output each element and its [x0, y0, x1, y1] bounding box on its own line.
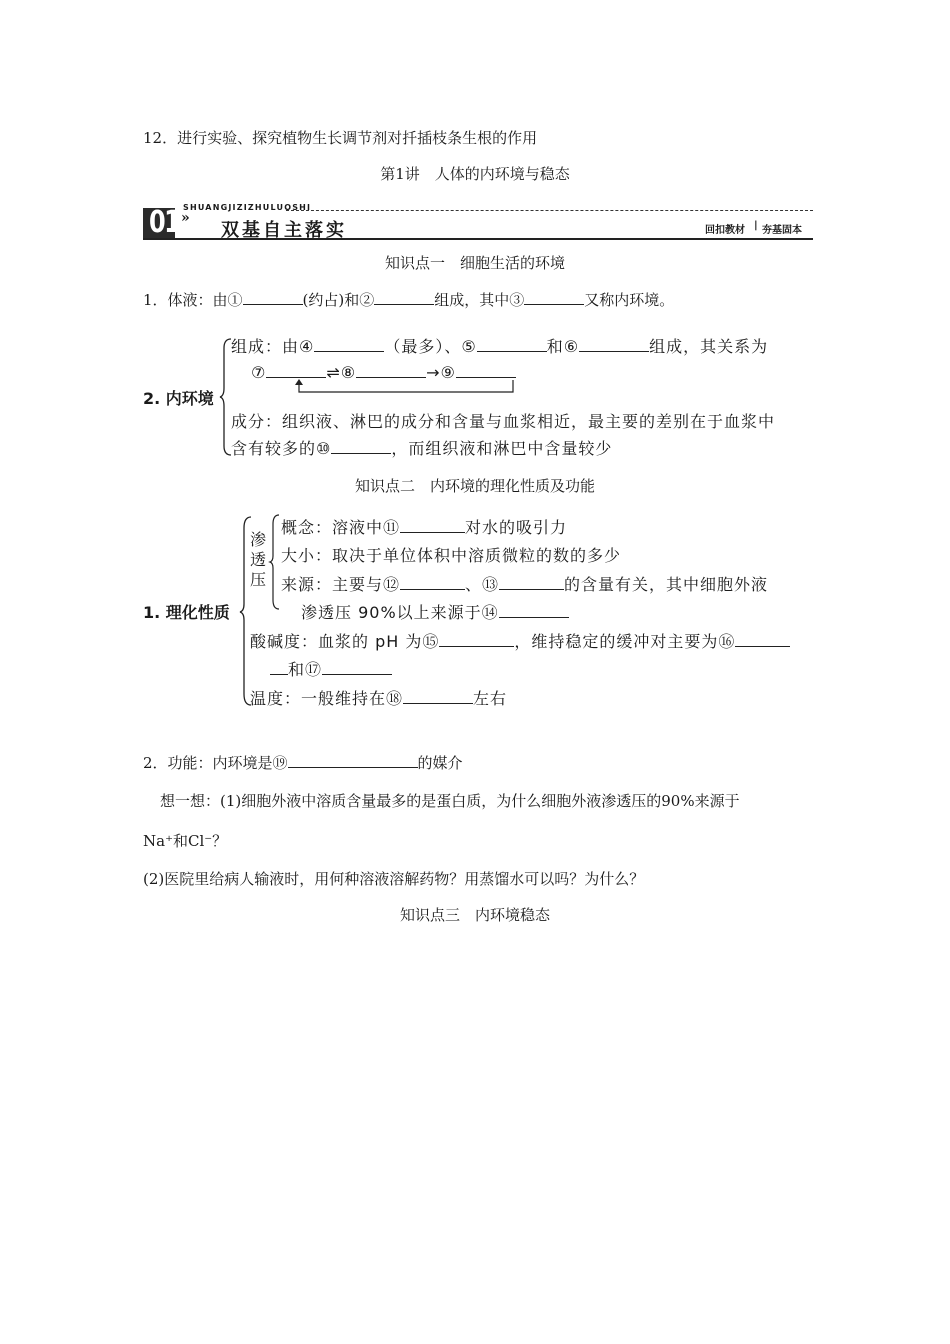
blank-7 [266, 363, 326, 378]
banner-right-a: 回扣教材 [705, 225, 745, 236]
diagram2-r3 [281, 572, 768, 595]
banner-arrow-icon: » [181, 210, 190, 226]
kp1-item1-a: 1．体液：由① [143, 291, 243, 309]
diagram1-label: 2. 内环境 [143, 389, 214, 408]
osmotic-char-3: 压 [250, 570, 268, 589]
blank-4 [314, 337, 384, 352]
banner-right-sep: | [754, 220, 758, 231]
osmotic-label [250, 530, 267, 590]
lecture-title: 第1讲 人体的内环境与稳态 [380, 165, 570, 183]
banner-spell: SHUANGJIZIZHULUOSHI [183, 203, 312, 212]
kp1-item1-c: 组成，其中③ [434, 291, 525, 309]
diagram2-r4 [301, 600, 569, 623]
diagram2-r5 [250, 629, 790, 652]
func-a: 2．功能：内环境是⑲ [143, 754, 288, 772]
r7-b: 左右 [473, 689, 508, 708]
think-line-1: 想一想：(1)细胞外液中溶质含量最多的是蛋白质，为什么细胞外液渗透压的90%来源于 [160, 792, 740, 810]
section-banner [143, 200, 813, 242]
banner-title: 双基自主落实 [221, 220, 347, 241]
osmotic-char-1: 渗 [250, 530, 268, 549]
row2-b: ⇌⑧ [326, 363, 357, 382]
banner-dash-line [286, 210, 813, 211]
r3-b: 、⑬ [465, 575, 500, 594]
blank-16b [270, 660, 288, 675]
diagram2-r1 [281, 515, 567, 538]
row2-c: →⑨ [426, 363, 456, 382]
blank-12 [400, 575, 465, 590]
blank-15 [439, 632, 514, 647]
blank-11 [400, 518, 465, 533]
blank-17 [322, 660, 392, 675]
blank-19 [288, 753, 418, 768]
kp2-heading: 知识点二 内环境的理化性质及功能 [354, 477, 595, 495]
r7-a: 温度：一般维持在⑱ [250, 689, 404, 708]
row2-a: ⑦ [251, 363, 267, 382]
function-line [143, 752, 463, 773]
row4-b: ，而组织液和淋巴中含量较少 [391, 439, 613, 458]
think-line-1b: Na⁺和Cl⁻？ [143, 832, 228, 850]
func-b: 的媒介 [417, 754, 463, 772]
r5-b: ，维持稳定的缓冲对主要为⑯ [514, 632, 736, 651]
kp1-heading: 知识点一 细胞生活的环境 [384, 254, 565, 272]
diagram2-label: 1. 理化性质 [143, 603, 230, 622]
row1-b: （最多）、⑤ [384, 337, 477, 356]
think-line-2: (2)医院里给病人输液时，用何种溶液溶解药物？用蒸馏水可以吗？为什么？ [143, 870, 645, 888]
banner-right-b: 夯基固本 [762, 225, 802, 236]
r1-b: 对水的吸引力 [465, 518, 568, 537]
blank-16 [735, 632, 790, 647]
r4-a: 渗透压 90%以上来源于⑭ [301, 603, 499, 622]
row1-d: 组成，其关系为 [649, 337, 769, 356]
blank-14 [499, 603, 569, 618]
blank-5 [477, 337, 547, 352]
r5-a: 酸碱度：血浆的 pH 为⑮ [250, 632, 440, 651]
kp3-heading: 知识点三 内环境稳态 [399, 906, 550, 924]
kp1-item1-d: 又称内环境。 [584, 291, 675, 309]
r6-a: 和⑰ [288, 660, 323, 679]
row1-c: 和⑥ [546, 337, 580, 356]
blank-1 [243, 290, 303, 305]
physicochemical-diagram [143, 512, 823, 712]
banner-number-box [143, 205, 180, 240]
diagram2-r6 [270, 657, 392, 680]
internal-environment-diagram [143, 330, 823, 460]
blank-10 [331, 439, 391, 454]
blank-13 [499, 575, 564, 590]
diagram2-r7 [250, 686, 507, 709]
r3-c: 的含量有关，其中细胞外液 [564, 575, 769, 594]
cycle-arrow-icon [293, 378, 533, 394]
row1-a: 组成：由④ [231, 337, 315, 356]
kp1-item1-b: (约占)和② [302, 291, 375, 309]
brace-icon [269, 514, 281, 610]
diagram1-row3: 成分：组织液、淋巴的成分和含量与血浆相近，最主要的差别在于血浆中 [231, 412, 776, 431]
banner-underline [143, 238, 813, 240]
diagram1-row4 [231, 436, 612, 459]
diagram1-row1 [231, 334, 768, 357]
blank-9 [456, 363, 516, 378]
row4-a: 含有较多的⑩ [231, 439, 332, 458]
blank-3 [524, 290, 584, 305]
blank-18 [403, 689, 473, 704]
osmotic-char-2: 透 [250, 550, 268, 569]
blank-8 [356, 363, 426, 378]
kp1-item1 [143, 289, 674, 310]
blank-6 [579, 337, 649, 352]
blank-2 [374, 290, 434, 305]
r1-a: 概念：溶液中⑪ [281, 518, 401, 537]
banner-number: 01 [149, 205, 180, 240]
diagram2-r2: 大小：取决于单位体积中溶质微粒的数的多少 [281, 546, 622, 565]
r3-a: 来源：主要与⑫ [281, 575, 401, 594]
top-line: 12．进行实验、探究植物生长调节剂对扦插枝条生根的作用 [143, 129, 538, 147]
